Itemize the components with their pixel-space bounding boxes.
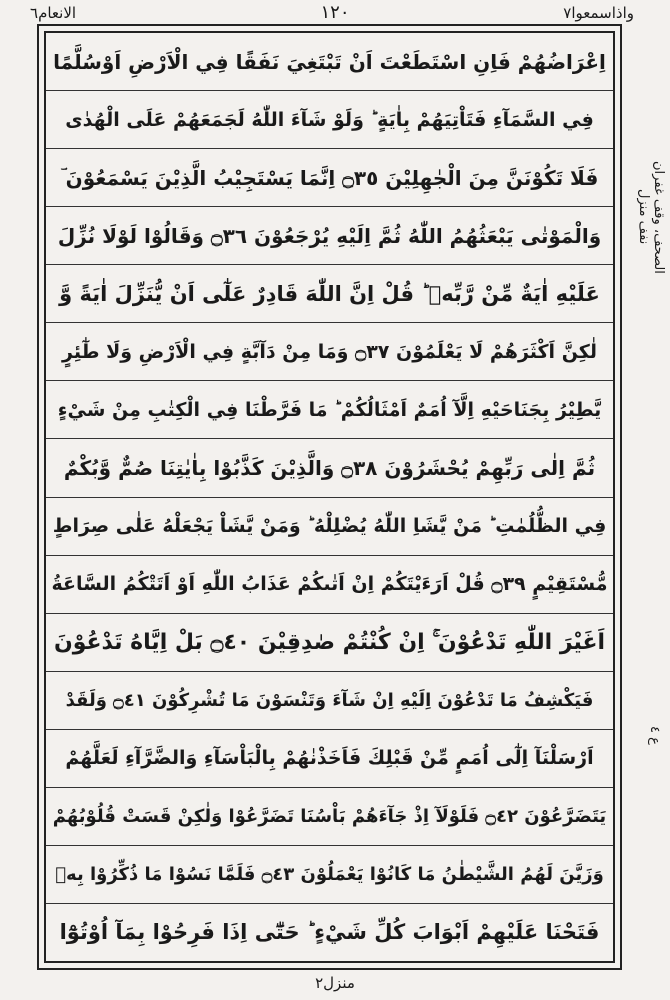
page-number: ١٢٠ xyxy=(320,2,350,23)
text-line-10: مُّسْتَقِيْمٍ ۝٣٩ قُلْ اَرَءَيْتَكُمْ اِنْ اَتٰىكُمْ عَذَابُ اللّٰهِ اَوْ اَتَتْكُمُ السَّاعَةُ xyxy=(46,556,613,614)
text-line-11: اَغَيْرَ اللّٰهِ تَدْعُوْنَ ۚ اِنْ كُنْتُمْ صٰدِقِيْنَ ۝٤٠ بَلْ اِيَّاهُ تَدْعُوْنَ xyxy=(46,614,613,672)
text-lines xyxy=(46,33,613,961)
manzil-footer: منزل٢ xyxy=(315,974,355,992)
text-frame xyxy=(37,24,622,970)
margin-note-ruku: ع ٤ xyxy=(647,725,662,745)
text-line-7: يَّطِيْرُ بِجَنَاحَيْهِ اِلَّآ اُمَمٌ اَمْثَالُكُمْ ؕ مَا فَرَّطْنَا فِي الْكِتٰبِ مِنْ شَيْءٍ xyxy=(46,381,613,439)
margin-note-upper: الصحف، وقف غفران نفف منزل xyxy=(636,160,666,274)
text-line-9: فِي الظُّلُمٰتِ ؕ مَنْ يَّشَاِ اللّٰهُ يُضْلِلْهُ ؕ وَمَنْ يَّشَاْ يَجْعَلْهُ عَلٰى صِرَاطٍ xyxy=(46,498,613,556)
text-line-15: وَزَيَّنَ لَهُمُ الشَّيْطٰنُ مَا كَانُوْا يَعْمَلُوْنَ ۝٤٣ فَلَمَّا نَسُوْا مَا ذُكِّرُوْا بِهٖ xyxy=(46,846,613,904)
text-line-3: فَلَا تَكُوْنَنَّ مِنَ الْجٰهِلِيْنَ ۝٣٥ اِنَّمَا يَسْتَجِيْبُ الَّذِيْنَ يَسْمَعُوْنَ ؔ xyxy=(46,149,613,207)
text-line-12: فَيَكْشِفُ مَا تَدْعُوْنَ اِلَيْهِ اِنْ شَآءَ وَتَنْسَوْنَ مَا تُشْرِكُوْنَ ۝٤١ وَلَقَدْ xyxy=(46,672,613,730)
text-line-1: اِعْرَاضُهُمْ فَاِنِ اسْتَطَعْتَ اَنْ تَبْتَغِيَ نَفَقًا فِي الْاَرْضِ اَوْسُلَّمًا xyxy=(46,33,613,91)
text-line-5: عَلَيْهِ اٰيَةٌ مِّنْ رَّبِّهٖ ؕ قُلْ اِنَّ اللّٰهَ قَادِرٌ عَلٰٓى اَنْ يُّنَزِّلَ اٰيَةً وَّ xyxy=(46,265,613,323)
text-line-2: فِي السَّمَآءِ فَتَاْتِيَهُمْ بِاٰيَةٍ ؕ وَلَوْ شَآءَ اللّٰهُ لَجَمَعَهُمْ عَلَى الْهُدٰى xyxy=(46,91,613,149)
text-line-8: ثُمَّ اِلٰى رَبِّهِمْ يُحْشَرُوْنَ ۝٣٨ وَالَّذِيْنَ كَذَّبُوْا بِاٰيٰتِنَا صُمٌّ وَّبُكْمٌ xyxy=(46,439,613,497)
text-line-4: وَالْمَوْتٰى يَبْعَثُهُمُ اللّٰهُ ثُمَّ اِلَيْهِ يُرْجَعُوْنَ ۝٣٦ وَقَالُوْا لَوْلَا نُزِّلَ xyxy=(46,207,613,265)
text-line-13: اَرْسَلْنَآ اِلٰٓى اُمَمٍ مِّنْ قَبْلِكَ فَاَخَذْنٰهُمْ بِالْبَاْسَآءِ وَالضَّرَّآءِ لَعَلَّهُمْ xyxy=(46,730,613,788)
text-line-16: فَتَحْنَا عَلَيْهِمْ اَبْوَابَ كُلِّ شَيْءٍ ؕ حَتّٰٓى اِذَا فَرِحُوْا بِمَآ اُوْتُوْٓا xyxy=(59,920,600,945)
juz-name: واذاسمعوا٧ xyxy=(563,4,634,22)
text-line-6: لٰكِنَّ اَكْثَرَهُمْ لَا يَعْلَمُوْنَ ۝٣٧ وَمَا مِنْ دَآبَّةٍ فِي الْاَرْضِ وَلَا طٰٓئِرٍ xyxy=(46,323,613,381)
surah-name: الانعام٦ xyxy=(30,4,77,22)
text-line-14: يَتَضَرَّعُوْنَ ۝٤٢ فَلَوْلَآ اِذْ جَآءَهُمْ بَاْسُنَا تَضَرَّعُوْا وَلٰكِنْ قَسَتْ قُلُوْبُهُمْ xyxy=(46,788,613,846)
text-frame-inner xyxy=(44,31,615,963)
